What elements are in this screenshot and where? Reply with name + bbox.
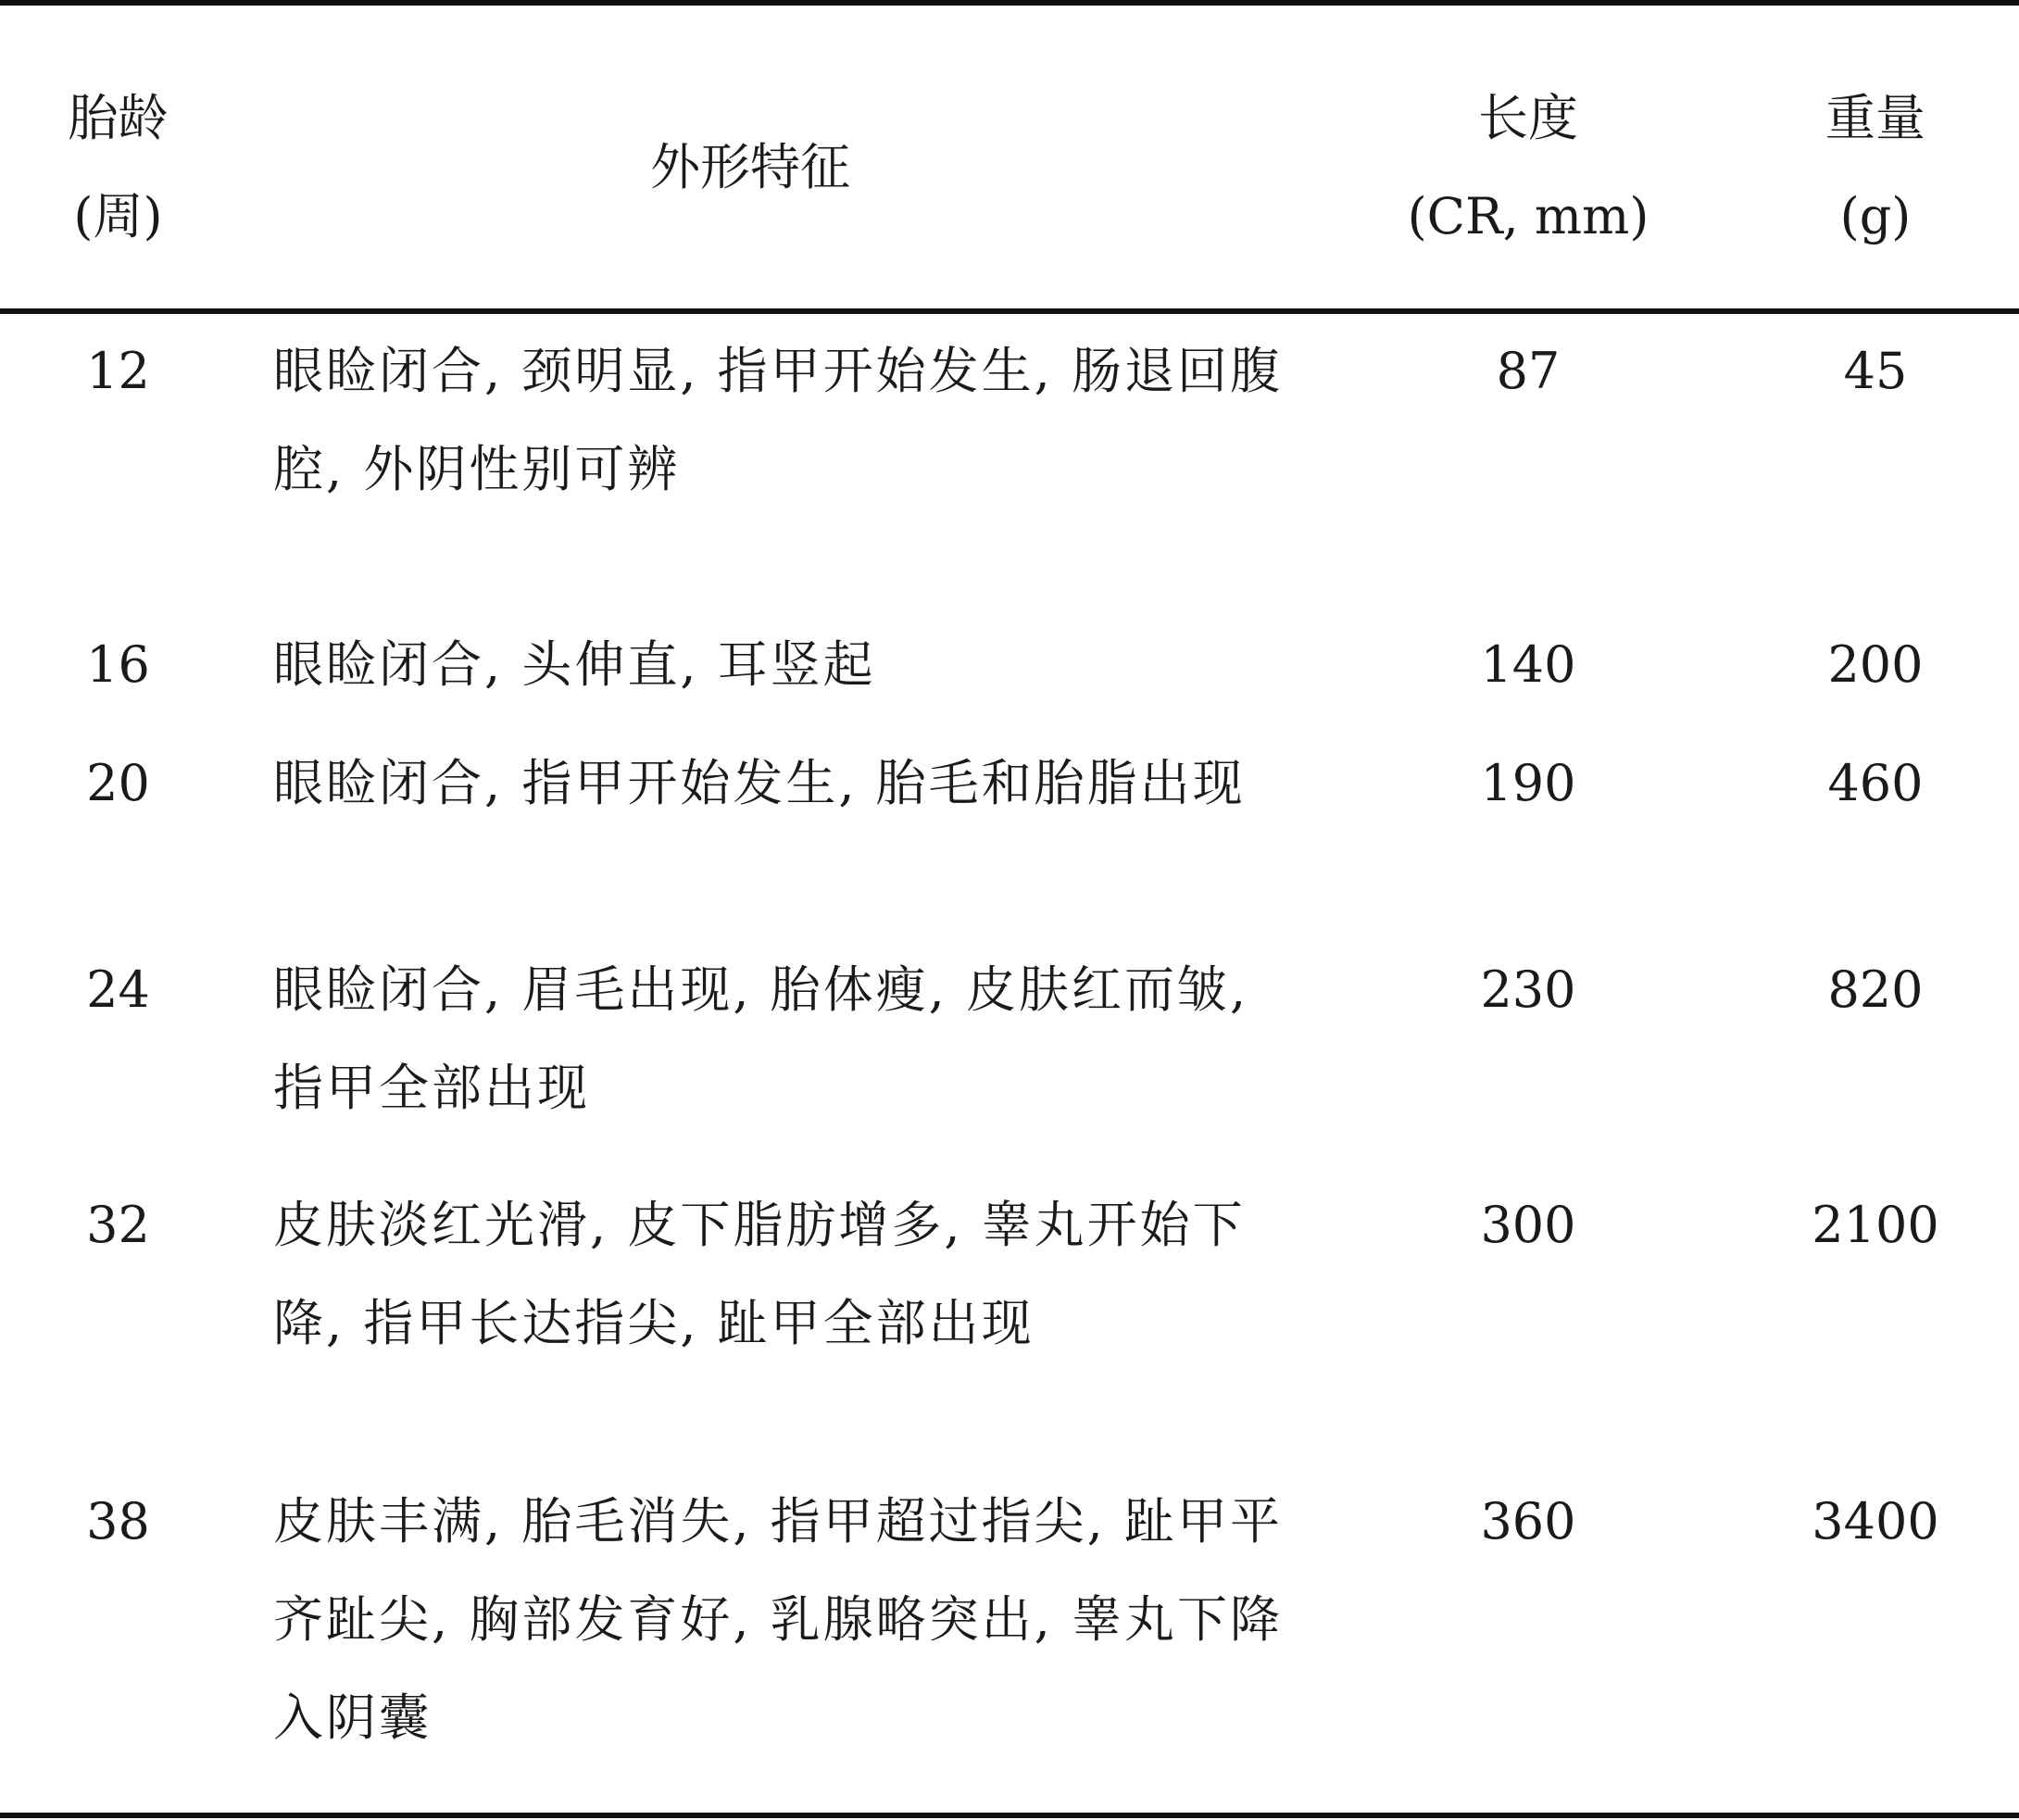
row-features: 眼睑闭合, 颈明显, 指甲开始发生, 肠退回腹腔, 外阴性别可辨 — [273, 342, 1283, 498]
row-weight: 3400 — [1812, 1492, 1939, 1550]
header-features: 外形特征 — [650, 138, 850, 196]
header-weight — [1741, 69, 2010, 266]
row-age: 20 — [86, 754, 150, 812]
row-weight: 820 — [1827, 960, 1924, 1019]
row-length: 300 — [1480, 1196, 1576, 1254]
row-age: 24 — [86, 960, 150, 1019]
row-length: 190 — [1480, 754, 1576, 812]
row-features: 皮肤丰满, 胎毛消失, 指甲超过指尖, 趾甲平齐趾尖, 胸部发育好, 乳腺略突出, 睾丸下降入阴囊 — [273, 1492, 1283, 1747]
header-length-unit: (CR, mm) — [1407, 187, 1649, 245]
row-weight: 45 — [1843, 342, 1908, 400]
header-bottom-rule — [0, 308, 2019, 314]
header-length-label: 长度 — [1478, 89, 1578, 147]
row-age: 32 — [86, 1196, 150, 1254]
row-features: 眼睑闭合, 指甲开始发生, 胎毛和胎脂出现 — [273, 754, 1246, 812]
header-age-unit: (周) — [73, 187, 163, 245]
row-weight: 460 — [1827, 754, 1924, 812]
row-age: 12 — [86, 342, 150, 400]
row-features: 眼睑闭合, 眉毛出现, 胎体瘦, 皮肤红而皱, 指甲全部出现 — [273, 960, 1249, 1117]
row-length: 230 — [1480, 960, 1576, 1019]
header-weight-unit: (g) — [1839, 187, 1912, 245]
row-age: 38 — [86, 1492, 150, 1550]
row-length: 140 — [1480, 635, 1576, 694]
header-gestational-age — [37, 69, 199, 266]
row-length: 87 — [1496, 342, 1561, 400]
header-age-label: 胎龄 — [68, 89, 169, 147]
row-features: 皮肤淡红光滑, 皮下脂肪增多, 睾丸开始下降, 指甲长达指尖, 趾甲全部出现 — [273, 1196, 1246, 1352]
row-features: 眼睑闭合, 头伸直, 耳竖起 — [273, 635, 876, 694]
row-length: 360 — [1480, 1492, 1576, 1550]
table-top-rule — [0, 0, 2019, 6]
header-weight-label: 重量 — [1825, 89, 1925, 147]
row-weight: 2100 — [1812, 1196, 1939, 1254]
row-weight: 200 — [1827, 635, 1924, 694]
row-age: 16 — [86, 635, 150, 694]
header-length — [1389, 69, 1667, 266]
table-bottom-rule — [0, 1813, 2019, 1818]
